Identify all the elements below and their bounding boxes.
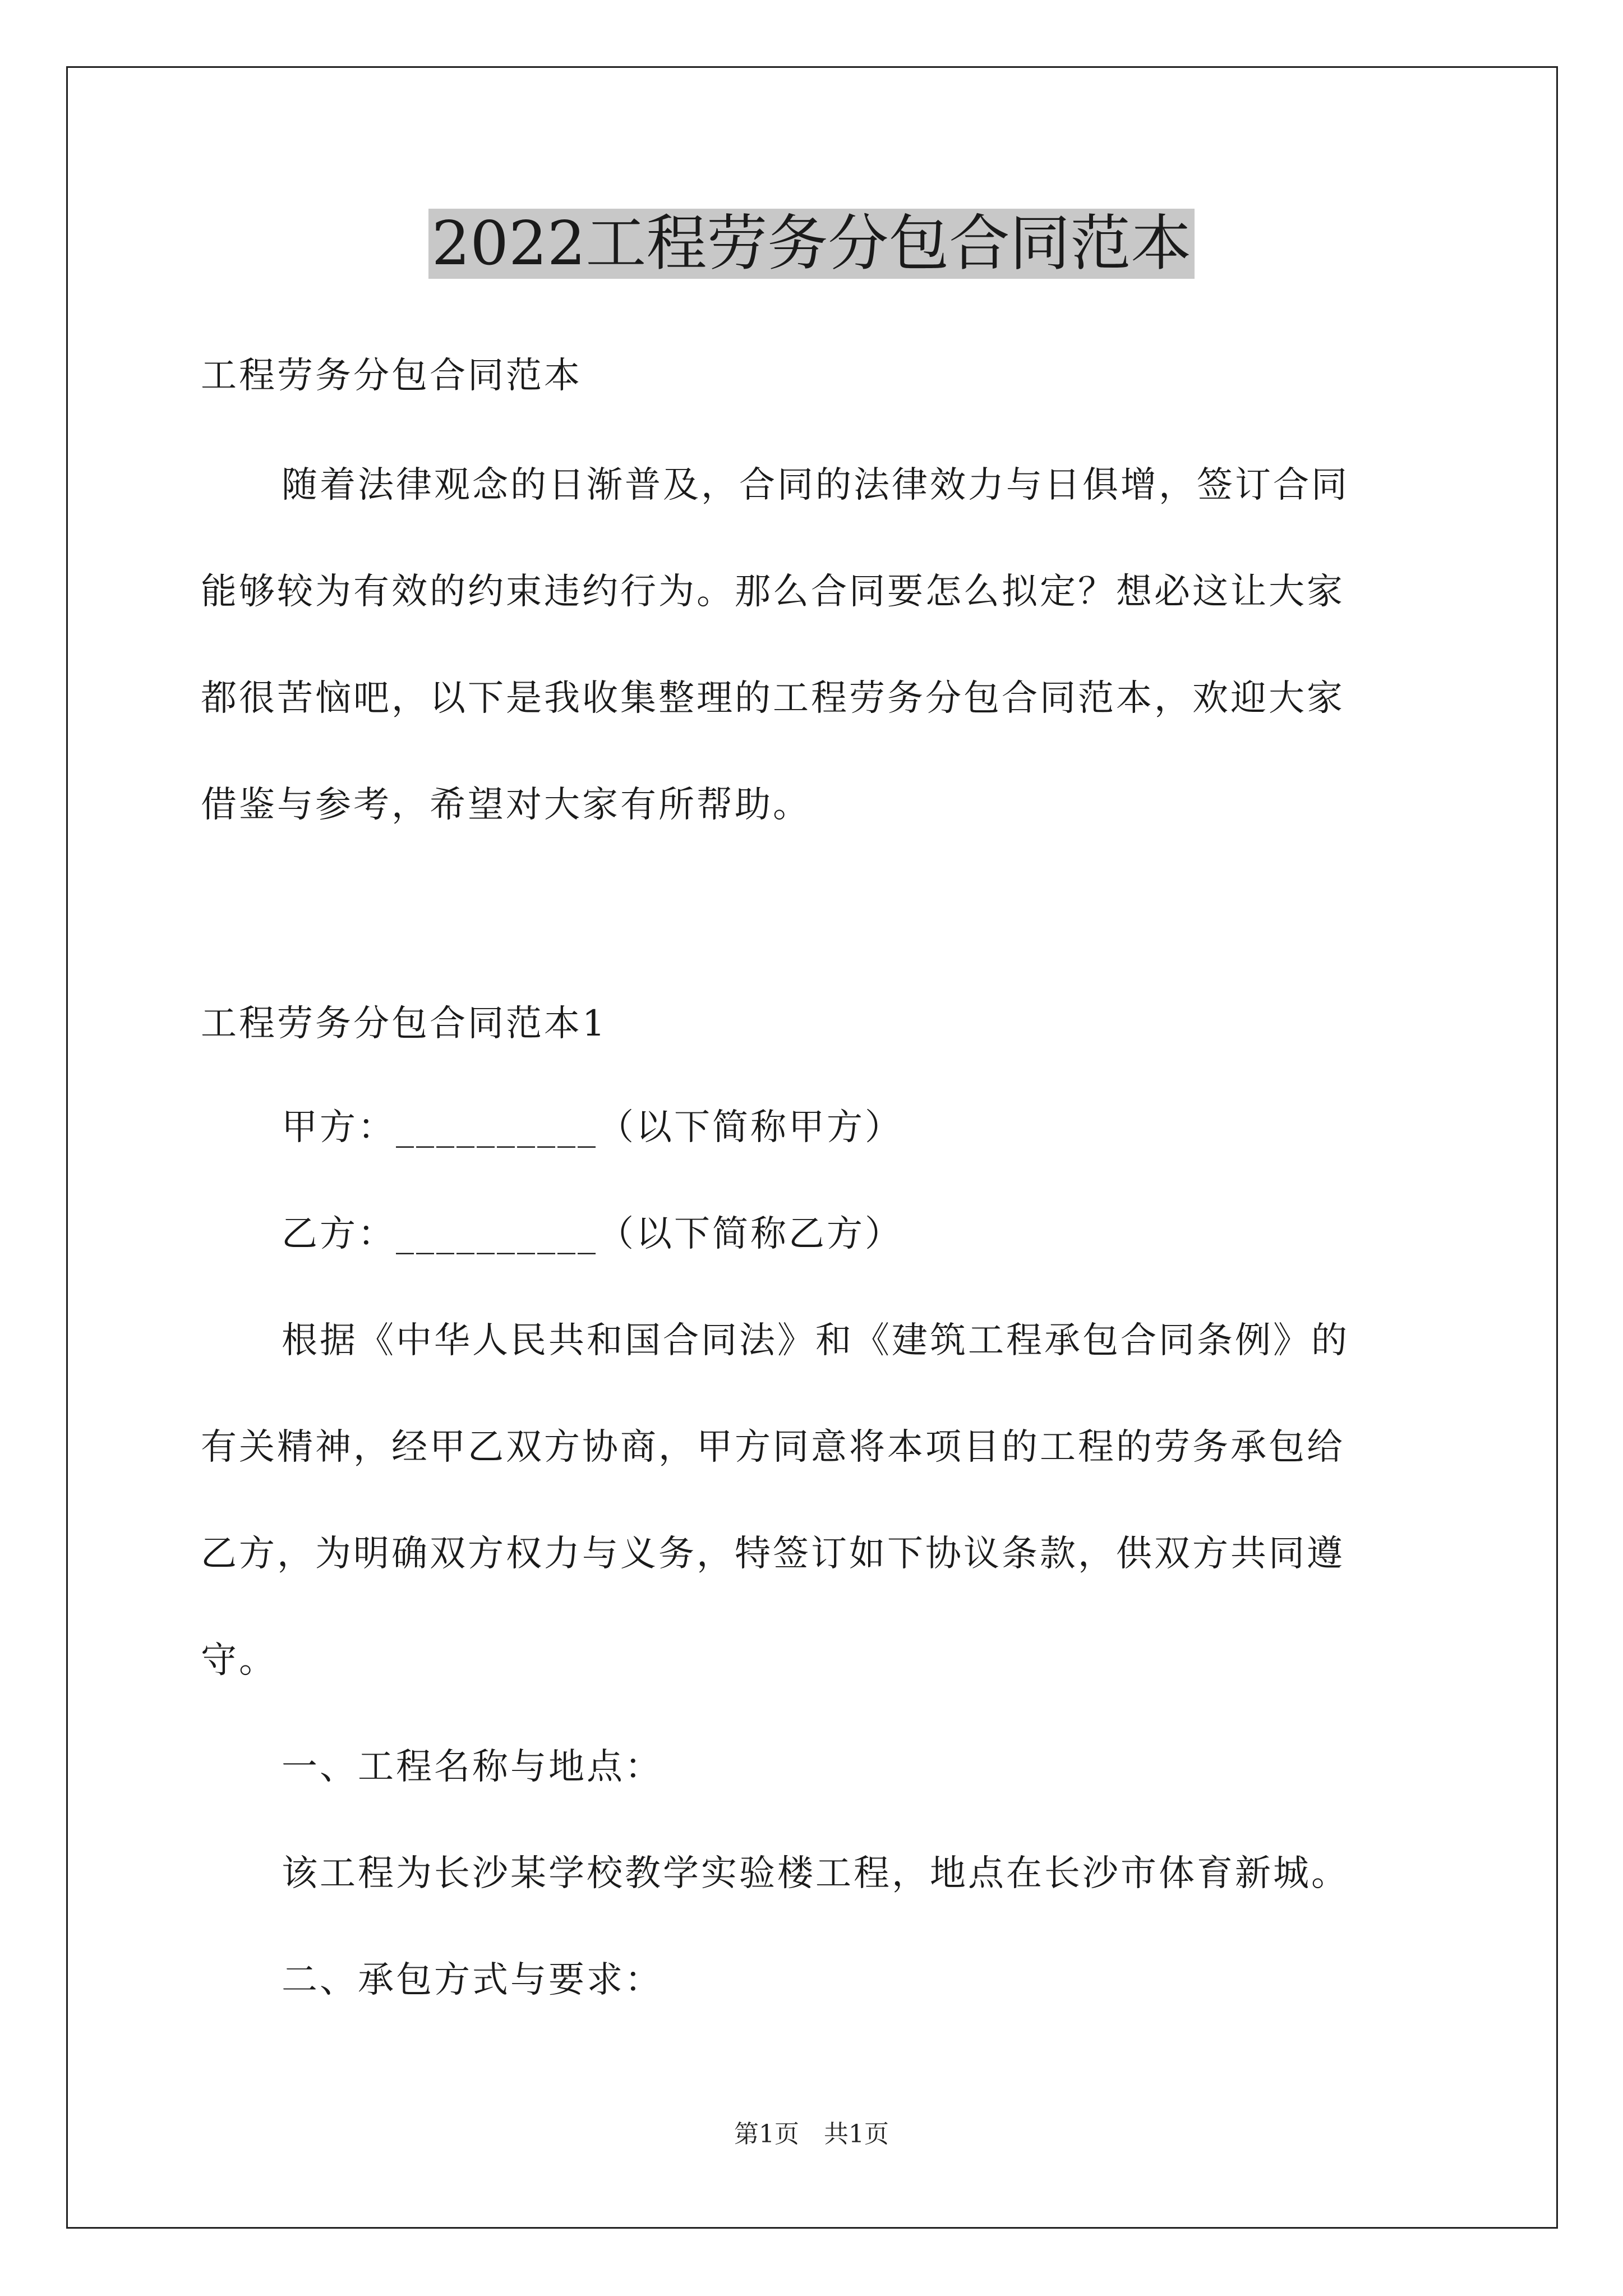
clause-heading-2: 二、承包方式与要求： — [282, 1959, 663, 2001]
section-heading: 工程劳务分包合同范本1 — [201, 1003, 607, 1045]
intro-paragraph-line: 能够较为有效的约束违约行为。那么合同要怎么拟定？想必这让大家 — [201, 571, 1345, 613]
party-b-line: 乙方：__________（以下简称乙方） — [282, 1213, 903, 1255]
intro-paragraph-line: 都很苦恼吧，以下是我收集整理的工程劳务分包合同范本，欢迎大家 — [201, 678, 1345, 719]
document-subtitle: 工程劳务分包合同范本 — [201, 355, 582, 397]
clause-heading-1: 一、工程名称与地点： — [282, 1746, 663, 1788]
basis-paragraph-line: 乙方，为明确双方权力与义务，特签订如下协议条款，供双方共同遵 — [201, 1533, 1345, 1575]
page-footer: 第1页 共1页 — [734, 2120, 889, 2148]
document-title — [0, 202, 1623, 286]
basis-paragraph-line: 根据《中华人民共和国合同法》和《建筑工程承包合同条例》的 — [282, 1320, 1349, 1361]
basis-paragraph-line: 守。 — [201, 1640, 277, 1681]
clause-body-1: 该工程为长沙某学校教学实验楼工程，地点在长沙市体育新城。 — [282, 1853, 1349, 1894]
basis-paragraph-line: 有关精神，经甲乙双方协商，甲方同意将本项目的工程的劳务承包给 — [201, 1427, 1345, 1468]
party-a-line: 甲方：__________（以下简称甲方） — [282, 1107, 903, 1148]
document-title-text: 2022工程劳务分包合同范本 — [428, 209, 1195, 279]
intro-paragraph-line: 借鉴与参考，希望对大家有所帮助。 — [201, 784, 811, 826]
intro-paragraph-line: 随着法律观念的日渐普及，合同的法律效力与日俱增，签订合同 — [282, 464, 1349, 506]
